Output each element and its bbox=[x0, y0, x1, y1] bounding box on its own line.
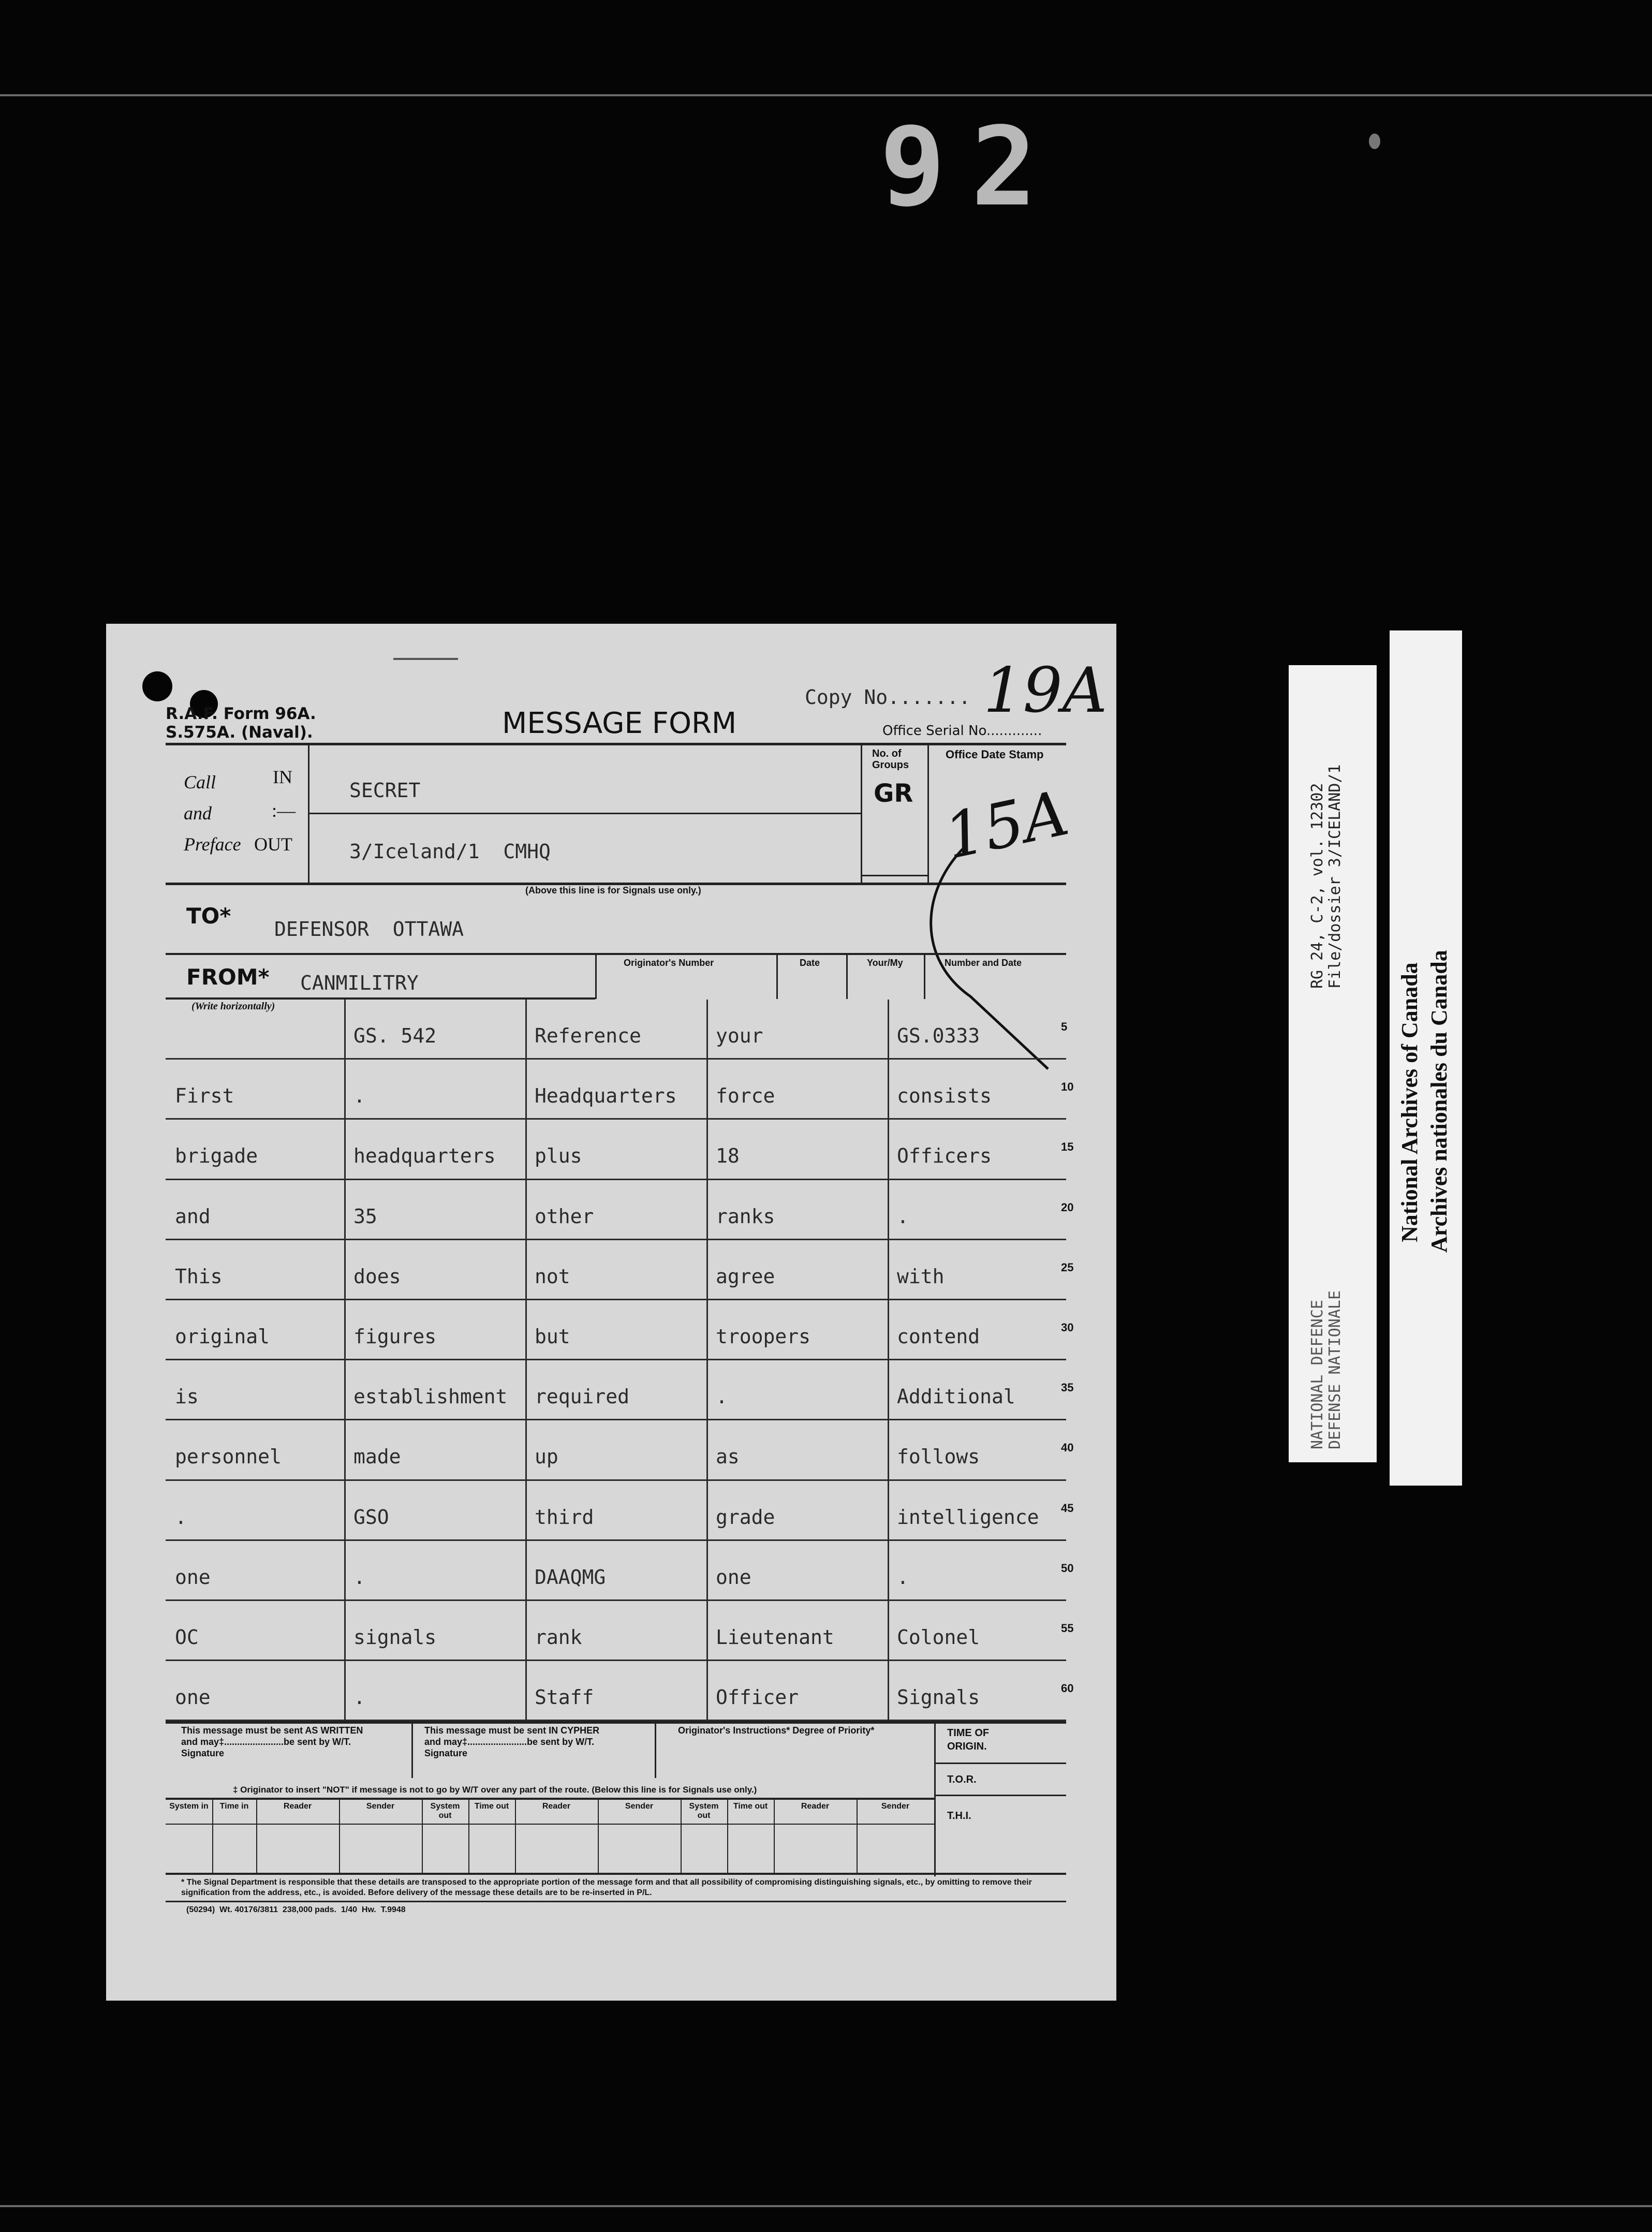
rule bbox=[166, 743, 1066, 745]
message-word: . bbox=[353, 1084, 365, 1108]
rule bbox=[411, 1721, 413, 1778]
group-count: 40 bbox=[1061, 1441, 1074, 1455]
group-count: 25 bbox=[1061, 1260, 1074, 1274]
group-count: 45 bbox=[1061, 1501, 1074, 1515]
message-word: Headquarters bbox=[535, 1084, 677, 1108]
message-word: other bbox=[535, 1205, 594, 1228]
colon-dash: :— bbox=[272, 800, 296, 821]
punch-hole bbox=[142, 671, 172, 701]
rule bbox=[515, 1798, 516, 1873]
message-word: follows bbox=[897, 1445, 980, 1469]
message-word: contend bbox=[897, 1325, 980, 1348]
signal-column-label: Reader bbox=[283, 1802, 312, 1811]
rule bbox=[166, 953, 1066, 955]
signal-column-label: Sender bbox=[625, 1802, 654, 1811]
message-word: rank bbox=[535, 1626, 582, 1649]
groups-label: No. of Groups bbox=[872, 748, 909, 771]
group-count: 15 bbox=[1061, 1140, 1074, 1154]
grid-row-rule bbox=[166, 1299, 1066, 1300]
grid-column-rule bbox=[888, 1000, 889, 1721]
message-word: 35 bbox=[353, 1205, 377, 1228]
rule bbox=[212, 1798, 213, 1873]
number-and-date-label: Number and Date bbox=[945, 958, 1022, 968]
grid-row-rule bbox=[166, 1239, 1066, 1240]
archives-line2: Archives nationales du Canada bbox=[1426, 950, 1452, 1253]
group-count: 50 bbox=[1061, 1561, 1074, 1575]
reference-line3: NATIONAL DEFENCE bbox=[1308, 1300, 1326, 1449]
message-word: ranks bbox=[716, 1205, 775, 1228]
office-serial-label: Office Serial No............. bbox=[882, 723, 1042, 739]
originators-number-label: Originator's Number bbox=[624, 958, 714, 968]
message-word: agree bbox=[716, 1265, 775, 1288]
grid-row-rule bbox=[166, 1359, 1066, 1360]
message-word: original bbox=[175, 1325, 270, 1348]
signal-column-label: Time out bbox=[733, 1802, 768, 1811]
message-word: GS. 542 bbox=[353, 1024, 437, 1047]
group-count: 35 bbox=[1061, 1381, 1074, 1394]
copy-no-label: Copy No....... bbox=[805, 686, 971, 709]
signal-column-label: Time in bbox=[219, 1802, 249, 1811]
reference-line1: RG 24, C-2, vol. 12302 bbox=[1308, 783, 1326, 989]
as-written-line1: This message must be sent AS WRITTEN bbox=[181, 1725, 363, 1736]
date-label: Date bbox=[800, 958, 820, 968]
cypher-line1: This message must be sent IN CYPHER bbox=[424, 1725, 600, 1736]
rule bbox=[166, 1873, 1066, 1875]
as-written-line3: Signature bbox=[181, 1748, 225, 1758]
grid-column-rule bbox=[525, 1000, 527, 1721]
your-my-label: Your/My bbox=[867, 958, 903, 968]
reference-line2: File/dossier 3/ICELAND/1 bbox=[1326, 764, 1344, 989]
rule bbox=[774, 1798, 775, 1873]
write-horizontally: (Write horizontally) bbox=[191, 1001, 275, 1012]
bottom-film-edge bbox=[0, 2205, 1652, 2207]
time-of-origin: TIME OF ORIGIN. bbox=[947, 1727, 990, 1752]
handwritten-note: 15A bbox=[938, 777, 1075, 874]
top-film-edge bbox=[0, 94, 1652, 96]
signal-column-label: Sender bbox=[366, 1802, 395, 1811]
rule bbox=[681, 1798, 682, 1873]
tor-label: T.O.R. bbox=[947, 1774, 977, 1785]
rule bbox=[595, 955, 597, 999]
call-label: Call bbox=[184, 772, 216, 792]
grid-row-rule bbox=[166, 1179, 1066, 1180]
form-id-line2: S.575A. (Naval). bbox=[166, 723, 313, 742]
form-id-line1: R.A.F. Form 96A. bbox=[166, 704, 316, 723]
archives-line1: National Archives of Canada bbox=[1397, 962, 1422, 1242]
signal-column-label: Sender bbox=[881, 1802, 910, 1811]
group-count: 30 bbox=[1061, 1321, 1074, 1334]
message-word: GS.0333 bbox=[897, 1024, 980, 1047]
message-word: made bbox=[353, 1445, 401, 1469]
message-word: force bbox=[716, 1084, 775, 1108]
rule bbox=[166, 1901, 1066, 1902]
message-word: . bbox=[353, 1565, 365, 1589]
message-word: This bbox=[175, 1265, 223, 1288]
rule bbox=[166, 1721, 1066, 1724]
to-label: TO* bbox=[186, 903, 231, 929]
preface-label: Preface bbox=[184, 834, 241, 855]
rule bbox=[934, 1763, 1066, 1764]
rule bbox=[256, 1798, 257, 1873]
from-label: FROM* bbox=[186, 964, 270, 990]
rule bbox=[934, 1795, 1066, 1796]
rule bbox=[655, 1721, 656, 1778]
message-word: establishment bbox=[353, 1385, 508, 1408]
message-word: personnel bbox=[175, 1445, 282, 1469]
message-word: your bbox=[716, 1024, 763, 1047]
grid-row-rule bbox=[166, 1599, 1066, 1601]
message-word: grade bbox=[716, 1505, 775, 1529]
message-word: DAAQMG bbox=[535, 1565, 606, 1589]
grid-row-rule bbox=[166, 1539, 1066, 1541]
rule bbox=[166, 1798, 934, 1800]
rule bbox=[598, 1798, 599, 1873]
message-word: but bbox=[535, 1325, 570, 1348]
message-word: . bbox=[897, 1565, 909, 1589]
message-word: as bbox=[716, 1445, 740, 1469]
message-word: . bbox=[897, 1205, 909, 1228]
signal-column-label: Reader bbox=[801, 1802, 830, 1811]
message-word: . bbox=[353, 1686, 365, 1709]
grid-row-rule bbox=[166, 1479, 1066, 1481]
message-word: . bbox=[175, 1505, 187, 1529]
rule bbox=[934, 1798, 935, 1873]
grid-column-rule bbox=[706, 1000, 708, 1721]
message-word: figures bbox=[353, 1325, 437, 1348]
group-count: 55 bbox=[1061, 1622, 1074, 1635]
preface-out: 3/Iceland/1 CMHQ bbox=[349, 840, 551, 863]
dust-speck bbox=[1369, 134, 1380, 149]
message-word: Staff bbox=[535, 1686, 594, 1709]
grid-row-rule bbox=[166, 1660, 1066, 1661]
and-label: and bbox=[184, 803, 212, 824]
rule bbox=[468, 1798, 469, 1873]
form-title: MESSAGE FORM bbox=[502, 707, 737, 740]
group-count: 10 bbox=[1061, 1080, 1074, 1094]
rule bbox=[727, 1798, 728, 1873]
originator-note: ‡ Originator to insert "NOT" if message is not to go by W/T over any part of the route. (Below this line is for Signals use only.) bbox=[233, 1785, 757, 1795]
message-word: one bbox=[716, 1565, 751, 1589]
originators-instructions: Originator's Instructions* Degree of Priority* bbox=[678, 1725, 875, 1736]
message-word: intelligence bbox=[897, 1505, 1039, 1529]
grid-row-rule bbox=[166, 1058, 1066, 1060]
grid-row-rule bbox=[166, 1419, 1066, 1420]
message-word: with bbox=[897, 1265, 945, 1288]
rule bbox=[857, 1798, 858, 1873]
cypher-line3: Signature bbox=[424, 1748, 468, 1758]
rule bbox=[924, 955, 925, 999]
grid-column-rule bbox=[344, 1000, 346, 1721]
print-line: (50294) Wt. 40176/3811 238,000 pads. 1/40 Hw. T.9948 bbox=[186, 1905, 406, 1914]
from-value: CANMILITRY bbox=[300, 972, 419, 994]
message-word: brigade bbox=[175, 1144, 258, 1168]
message-word: Additional bbox=[897, 1385, 1015, 1408]
message-word: headquarters bbox=[353, 1144, 496, 1168]
message-word: GSO bbox=[353, 1505, 389, 1529]
message-word: signals bbox=[353, 1626, 437, 1649]
rule bbox=[776, 955, 778, 999]
message-word: OC bbox=[175, 1626, 199, 1649]
rule bbox=[309, 813, 861, 814]
as-written-line2: and may‡.......................be sent by W/T. bbox=[181, 1737, 351, 1747]
group-count: 20 bbox=[1061, 1200, 1074, 1214]
message-word: . bbox=[716, 1385, 728, 1408]
message-form bbox=[106, 624, 1116, 2001]
cypher-line2: and may‡.......................be sent by W/T. bbox=[424, 1737, 595, 1747]
message-word: one bbox=[175, 1565, 211, 1589]
message-word: not bbox=[535, 1265, 570, 1288]
rule bbox=[339, 1798, 340, 1873]
pencil-mark bbox=[393, 658, 458, 660]
message-word: up bbox=[535, 1445, 558, 1469]
in-label: IN bbox=[273, 767, 292, 787]
message-word: one bbox=[175, 1686, 211, 1709]
copy-no-value: 19A bbox=[983, 655, 1108, 727]
to-value: DEFENSOR OTTAWA bbox=[274, 918, 464, 941]
signal-column-label: Time out bbox=[474, 1802, 509, 1811]
signals-only-note: (Above this line is for Signals use only.) bbox=[525, 885, 701, 895]
message-word: is bbox=[175, 1385, 199, 1408]
message-word: and bbox=[175, 1205, 211, 1228]
message-word: First bbox=[175, 1084, 234, 1108]
rule bbox=[422, 1798, 423, 1873]
signal-column-label: System out bbox=[689, 1802, 719, 1820]
message-word: does bbox=[353, 1265, 401, 1288]
message-word: Officers bbox=[897, 1144, 992, 1168]
message-word: consists bbox=[897, 1084, 992, 1108]
signal-column-label: Reader bbox=[542, 1802, 571, 1811]
rule bbox=[166, 997, 595, 1000]
message-word: 18 bbox=[716, 1144, 740, 1168]
rule bbox=[861, 745, 862, 883]
message-word: required bbox=[535, 1385, 630, 1408]
classification: SECRET bbox=[349, 779, 421, 802]
grid-row-rule bbox=[166, 1118, 1066, 1120]
office-date-stamp-label: Office Date Stamp bbox=[946, 748, 1044, 761]
message-word: third bbox=[535, 1505, 594, 1529]
message-word: Officer bbox=[716, 1686, 799, 1709]
groups-value: GR bbox=[874, 779, 913, 808]
message-word: Colonel bbox=[897, 1626, 980, 1649]
rule bbox=[166, 1824, 934, 1825]
rule bbox=[846, 955, 848, 999]
frame-number: 92 bbox=[880, 104, 1063, 230]
reference-line4: DEFENSE NATIONALE bbox=[1326, 1290, 1344, 1449]
signal-column-label: System in bbox=[169, 1802, 209, 1811]
out-label: OUT bbox=[254, 834, 292, 855]
message-word: Lieutenant bbox=[716, 1626, 834, 1649]
signal-dept-note: * The Signal Department is responsible that these details are transposed to the appropriate portion of the message form and that all possibility of compromising distinguishing signals, etc., by omitting to remove their signification from the address, etc., is avoided. Before delivery of the message these details are to be re-inserted in P/L. bbox=[181, 1878, 1032, 1897]
message-word: troopers bbox=[716, 1325, 811, 1348]
thi-label: T.H.I. bbox=[947, 1810, 971, 1822]
group-count: 5 bbox=[1061, 1020, 1068, 1033]
signal-column-label: System out bbox=[430, 1802, 460, 1820]
message-word: plus bbox=[535, 1144, 582, 1168]
message-word: Signals bbox=[897, 1686, 980, 1709]
group-count: 60 bbox=[1061, 1682, 1074, 1695]
message-word: Reference bbox=[535, 1024, 641, 1047]
